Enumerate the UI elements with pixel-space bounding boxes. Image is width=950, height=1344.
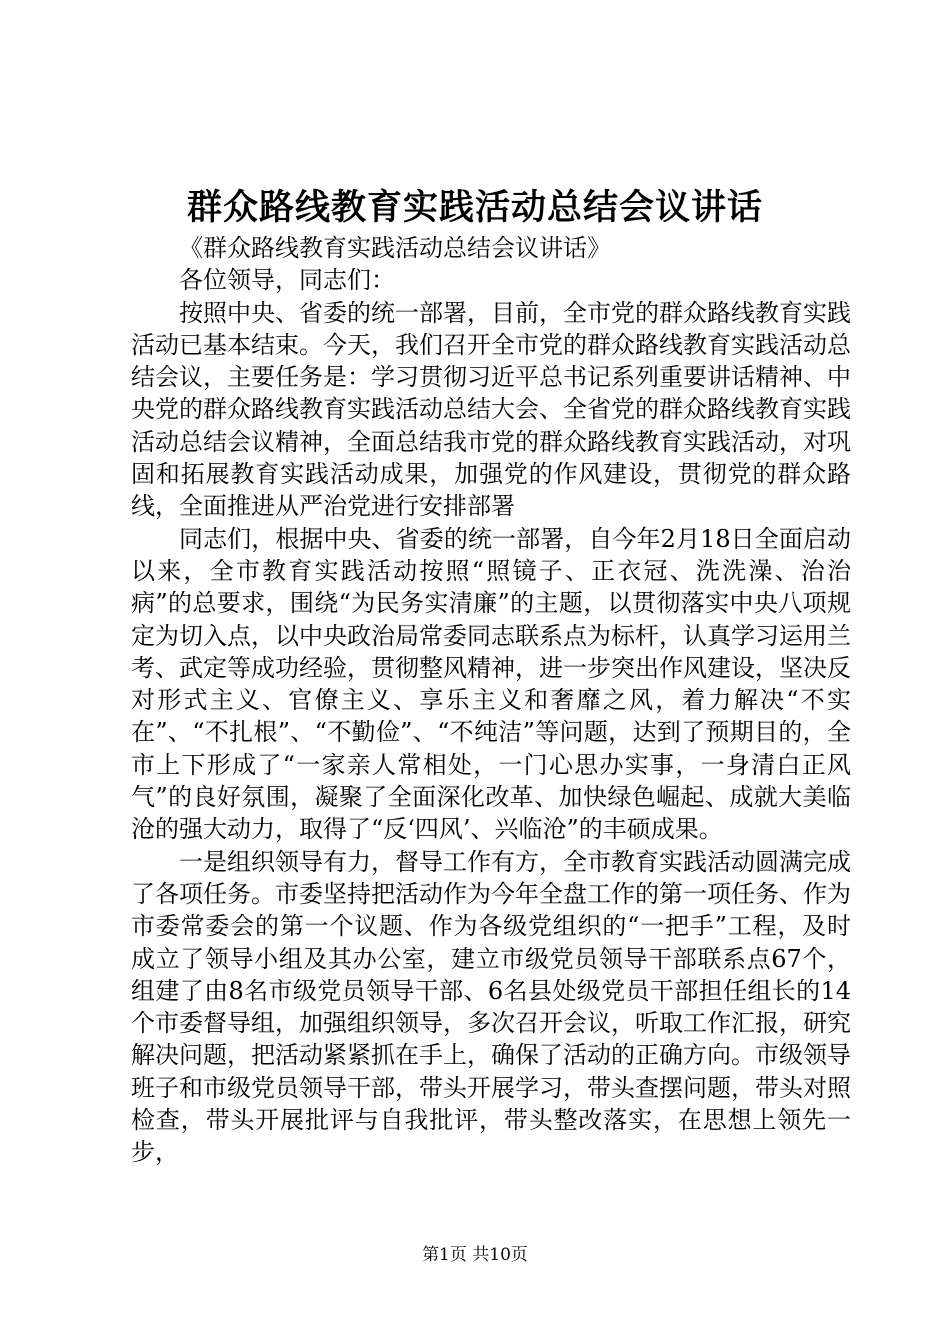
salutation-paragraph: 各位领导，同志们： [179, 266, 395, 295]
document-title: 群众路线教育实践活动总结会议讲话 [186, 187, 763, 228]
body-paragraph: 同志们，根据中央、省委的统一部署，自今年2月18日全面启动以来，全市教育实践活动按照“照镜子、正衣冠、洗洗澡、治治病”的总要求，围绕“为民务实清廉”的主题，以贯彻落实中央八项规定为切入点，以中央政治局常委同志联系点为标杆，认真学习运用兰考、武定等成功经验，贯彻整风精神，进一步突出作风建设，坚决反对形式主义、官僚主义、享乐主义和奢靡之风，着力解决“不实在”、“不扎根”、“不勤俭”、“不纯洁”等问题，达到了预期目的，全市上下形成了“一家亲人常相处，一门心思办实事，一身清白正风气”的良好氛围，凝聚了全面深化改革、加快绿色崛起、成就大美临沧的强大动力，取得了“反‘四风’、兴临沧”的丰硕成果。 [131, 524, 851, 844]
document-body [131, 232, 851, 1169]
page-number-footer: 第1页 共10页 [422, 1245, 528, 1265]
body-paragraph: 一是组织领导有力，督导工作有方，全市教育实践活动圆满完成了各项任务。市委坚持把活动作为今年全盘工作的第一项任务、作为市委常委会的第一个议题、作为各级党组织的“一把手”工程，及时成立了领导小组及其办公室，建立市级党员领导干部联系点67个，组建了由8名市级党员领导干部、6名县处级党员干部担任组长的14个市委督导组，加强组织领导，多次召开会议，听取工作汇报，研究解决问题，把活动紧紧抓在手上，确保了活动的正确方向。市级领导班子和市级党员领导干部，带头开展学习，带头查摆问题，带头对照检查，带头开展批评与自我批评，带头整改落实，在思想上领先一步， [131, 847, 851, 1167]
body-paragraph: 按照中央、省委的统一部署，目前，全市党的群众路线教育实践活动已基本结束。今天，我们召开全市党的群众路线教育实践活动总结会议，主要任务是：学习贯彻习近平总书记系列重要讲话精神、中央党的群众路线教育实践活动总结大会、全省党的群众路线教育实践活动总结会议精神，全面总结我市党的群众路线教育实践活动，对巩固和拓展教育实践活动成果，加强党的作风建设，贯彻党的群众路线，全面推进从严治党进行安排部署 [131, 298, 851, 521]
subtitle-paragraph: 《群众路线教育实践活动总结会议讲话》 [179, 234, 611, 262]
